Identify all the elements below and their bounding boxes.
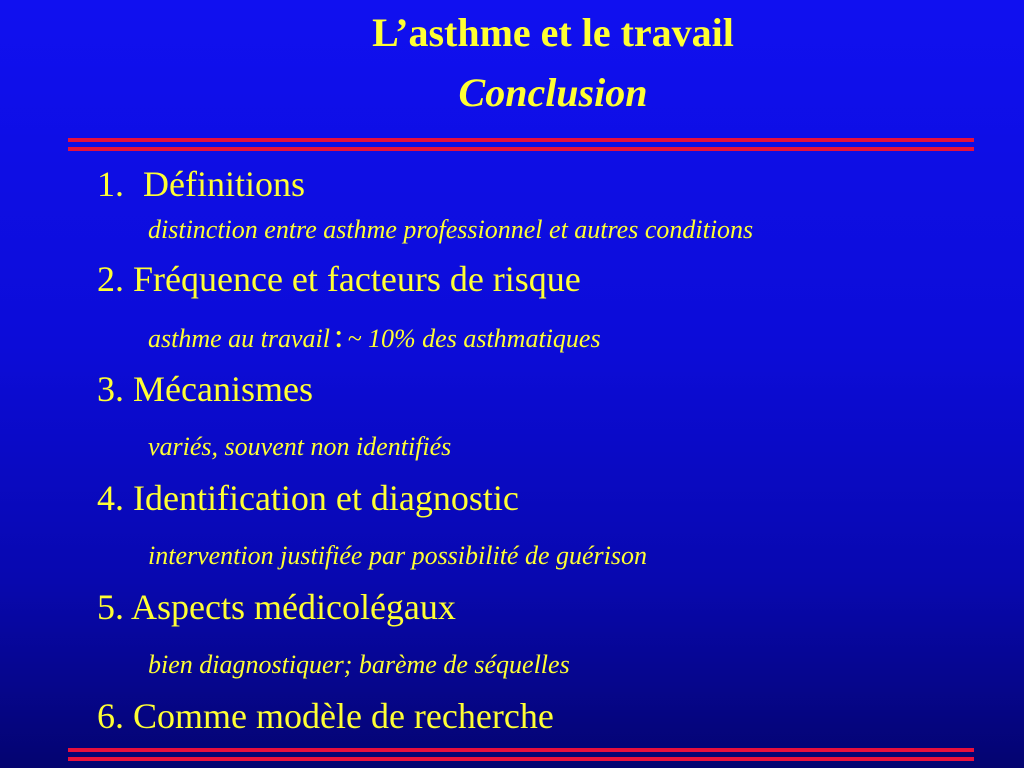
item-number: 4. [97,478,124,518]
list-item-mecanismes [97,369,313,409]
list-item-definitions [97,164,305,204]
list-item-frequence [97,259,581,299]
list-item-modele [97,696,554,736]
item-heading: Mécanismes [133,369,313,409]
item-heading: Comme modèle de recherche [133,696,554,736]
item-number: 2. [97,259,124,299]
bottom-divider-line [68,757,974,761]
item-detail: variés, souvent non identifiés [148,432,452,461]
bottom-divider-line [68,748,974,752]
item-detail-part: ~ 10% des asthmatiques [347,324,601,353]
list-item-aspects [97,587,456,627]
slide-subtitle: Conclusion [458,70,648,115]
item-number: 3. [97,369,124,409]
item-detail-part: asthme au travail [148,324,330,353]
item-number: 1. [97,164,124,204]
item-number: 5. [97,587,124,627]
item-detail [148,318,601,355]
item-heading: Identification et diagnostic [133,478,519,518]
item-heading: Aspects médicolégaux [131,587,456,627]
list-item-identification [97,478,519,518]
top-divider-line [68,147,974,151]
item-detail: bien diagnostiquer; barème de séquelles [148,650,570,679]
item-heading: Fréquence et facteurs de risque [133,259,581,299]
top-divider-line [68,138,974,142]
slide-title: L’asthme et le travail [372,10,734,55]
item-detail: distinction entre asthme professionnel et autres conditions [148,215,754,244]
item-number: 6. [97,696,124,736]
item-detail-separator: : [334,318,344,355]
item-heading: Définitions [143,164,305,204]
item-detail: intervention justifiée par possibilité de guérison [148,541,648,570]
